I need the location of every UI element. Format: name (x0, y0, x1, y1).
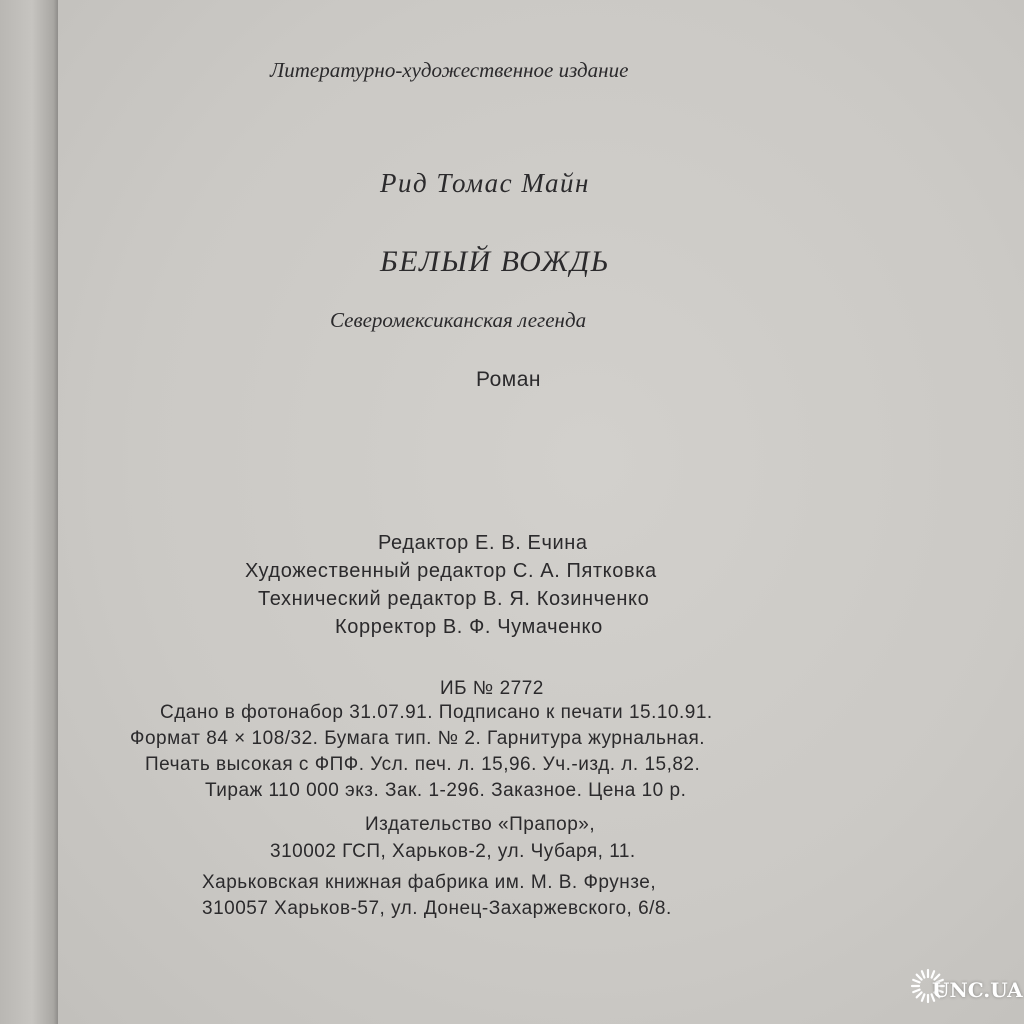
credit-technical-editor: Технический редактор В. Я. Козинченко (258, 588, 650, 610)
book-spine-shadow (0, 0, 58, 1024)
watermark-text: UNC.UA (932, 978, 1023, 1002)
edition-type: Литературно-художественное издание (270, 58, 629, 82)
imprint-printer-address: 310057 Харьков-57, ул. Донец-Захаржевского, 6/8. (202, 898, 672, 919)
imprint-ib-number: ИБ № 2772 (440, 678, 544, 699)
imprint-printer: Харьковская книжная фабрика им. М. В. Фрунзе, (202, 872, 657, 893)
imprint-dates: Сдано в фотонабор 31.07.91. Подписано к печати 15.10.91. (160, 702, 713, 723)
credit-proofreader: Корректор В. Ф. Чумаченко (335, 616, 603, 638)
imprint-format: Формат 84 × 108/32. Бумага тип. № 2. Гарнитура журнальная. (130, 728, 706, 749)
book-title: БЕЛЫЙ ВОЖДЬ (380, 245, 610, 278)
imprint-publisher-address: 310002 ГСП, Харьков-2, ул. Чубаря, 11. (270, 841, 636, 862)
book-subtitle: Северомексиканская легенда (330, 308, 587, 332)
author-name: Рид Томас Майн (380, 168, 590, 198)
credit-art-editor: Художественный редактор С. А. Пятковка (245, 560, 657, 582)
imprint-print-run: Тираж 110 000 экз. Зак. 1-296. Заказное. Цена 10 р. (205, 780, 687, 801)
book-genre: Роман (476, 368, 541, 391)
credit-editor: Редактор Е. В. Ечина (378, 532, 588, 554)
site-watermark (908, 964, 1023, 1016)
imprint-printing: Печать высокая с ФПФ. Усл. печ. л. 15,96. Уч.-изд. л. 15,82. (145, 754, 701, 775)
book-page (58, 0, 1024, 1024)
imprint-publisher: Издательство «Прапор», (365, 814, 596, 835)
